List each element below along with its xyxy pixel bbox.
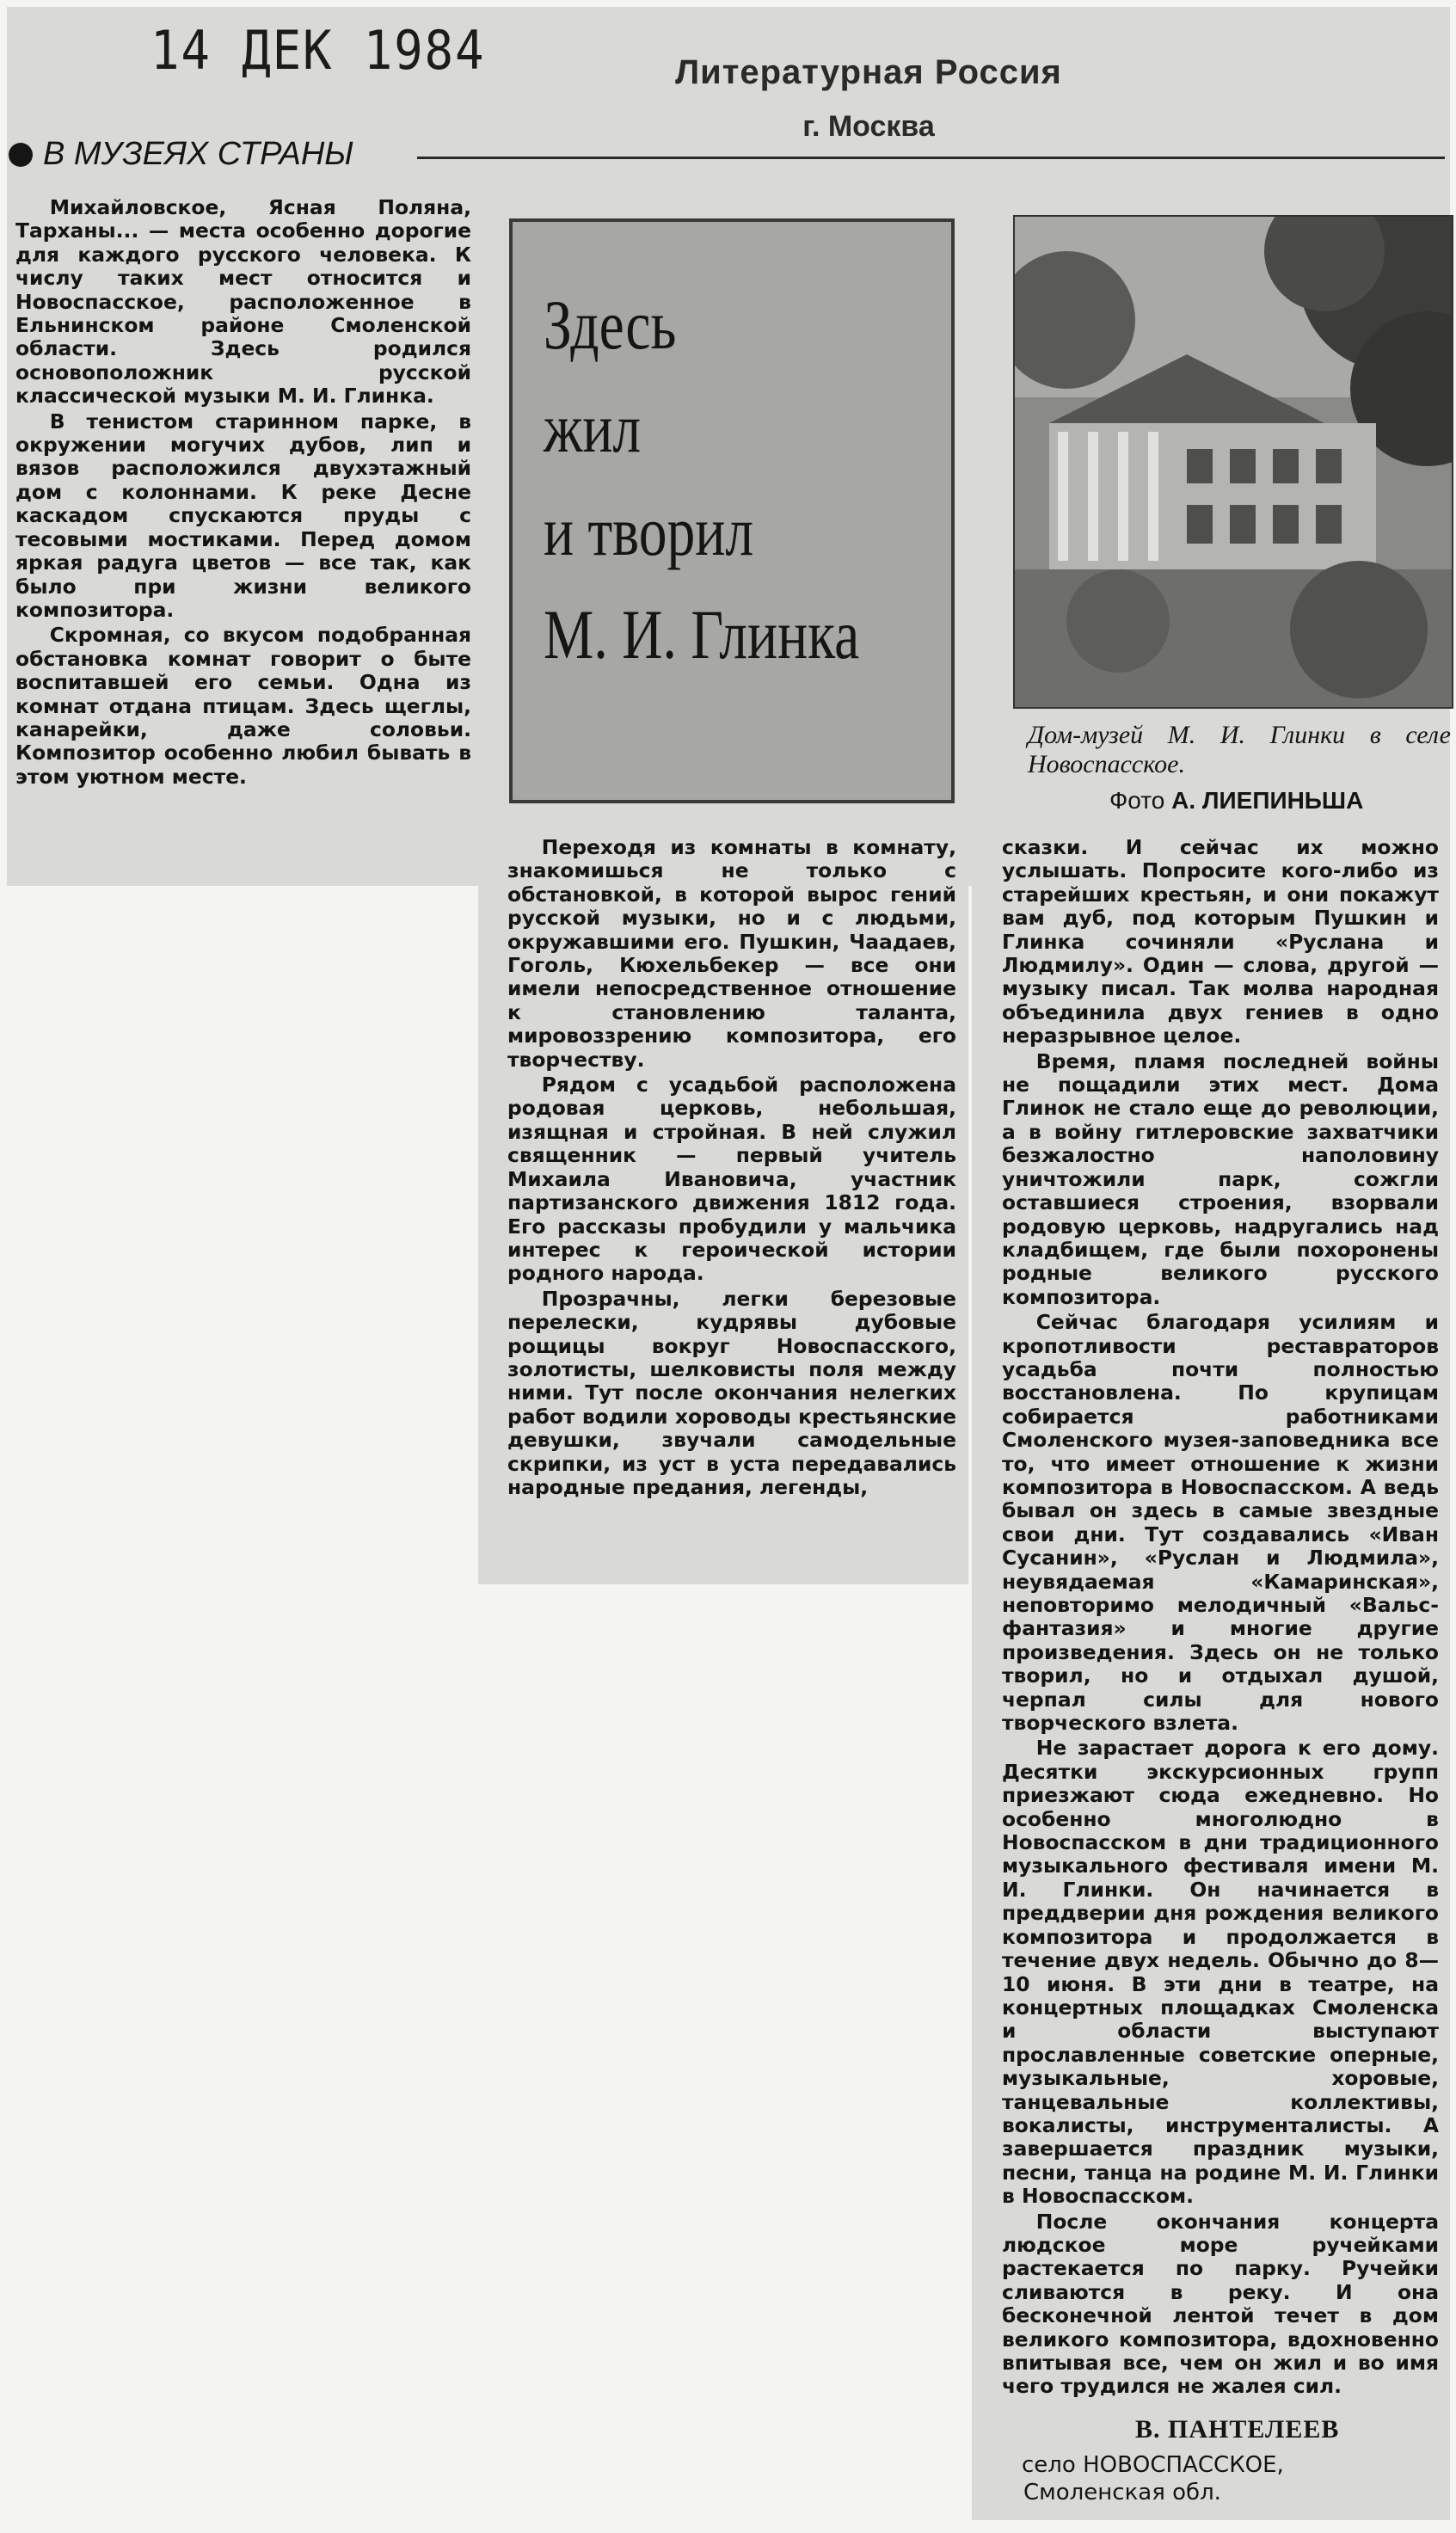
museum-house-photo bbox=[1013, 215, 1453, 709]
headline-line: жил bbox=[544, 389, 642, 467]
headline-box bbox=[509, 218, 955, 803]
paragraph: сказки. И сейчас их можно услышать. Попросите кого-либо из старейших крестьян, и они покажут вам дуб, под которым Пушкин и Глинка сочиняли «Руслана и Людмилу». Один — слова, другой — музыку писал. Так молва народная объединила двух гениев в одно неразрывное целое. bbox=[1002, 835, 1439, 1048]
paragraph: Не зарастает дорога к его дому. Десятки экскурсионных групп приезжают сюда ежедневно. Но особенно многолюдно в Новоспасском в дни традиционного музыкального фестиваля имени М. И. Глинки. Он начинается в преддверии дня рождения великого композитора и продолжается в течение двух недель. Обычно до 8—10 июня. В эти дни в театре, на концертных площадках Смоленска и области выступают прославленные советские оперные, музыкальные, хоровые, танцевальные коллективы, вокалисты, инструменталисты. А завершается праздник музыки, песни, танца на родине М. И. Глинки в Новоспасском. bbox=[1002, 1736, 1439, 2209]
headline-line: М. И. Глинка bbox=[544, 595, 860, 673]
article-column-1 bbox=[15, 196, 471, 790]
author-place bbox=[1022, 2451, 1434, 2506]
paragraph: Скромная, со вкусом подобранная обстановка комнат говорит о быте воспитавшей его семьи. Одна из комнат отдана птицам. Здесь щеглы, канарейки, даже соловьи. Композитор особенно любил бывать в этом уютном месте. bbox=[15, 623, 471, 789]
article-column-3 bbox=[1002, 836, 1439, 2401]
photo-credit bbox=[1109, 787, 1453, 815]
article-column-2 bbox=[507, 836, 956, 1501]
date-stamp: 14 ДЕК 1984 bbox=[151, 19, 486, 82]
headline-line: Здесь bbox=[544, 286, 677, 364]
author-name: В. ПАНТЕЛЕЕВ bbox=[1135, 2415, 1340, 2444]
paragraph: Михайловское, Ясная Поляна, Тарханы... — места особенно дорогие для каждого русского человека. К числу таких мест относится и Новоспасское, расположенное в Ельнинском районе Смоленской области. Здесь родился основоположник русской классической музыки М. И. Глинка. bbox=[15, 195, 471, 409]
paragraph: Сейчас благодаря усилиям и кропотливости реставраторов усадьба почти полностью восстановлена. По крупицам собирается работниками Смоленского музея-заповедника все то, что имеет отношение к жизни композитора в Новоспасском. А ведь бывал он здесь в самые звездные свои дни. Тут создавались «Иван Сусанин», «Руслан и Людмила», неувядаемая «Камаринская», неповторимо мелодичный «Вальс-фантазия» и многие другие произведения. Здесь он не только творил, но и отдыхал душой, черпал силы для нового творческого взлета. bbox=[1002, 1310, 1439, 1736]
rubric-heading: В МУЗЕЯХ СТРАНЫ bbox=[43, 136, 353, 172]
newspaper-stamp: Литературная Россия bbox=[675, 53, 1062, 91]
paragraph: Прозрачны, легки березовые перелески, кудрявы дубовые рощицы вокруг Новоспасского, золотисты, шелковисты поля между ними. Тут после окончания нелегких работ водили хороводы крестьянские девушки, звучали самодельные скрипки, из уст в уста передавались народные предания, легенды, bbox=[507, 1286, 956, 1499]
paragraph: Рядом с усадьбой расположена родовая церковь, небольшая, изящная и стройная. В ней служил священник — первый учитель Михаила Ивановича, участник партизанского движения 1812 года. Его рассказы пробудили у мальчика интерес к героической истории родного народа. bbox=[507, 1073, 956, 1286]
place-line: село НОВОСПАССКОЕ, bbox=[1022, 2452, 1284, 2478]
photo-credit-name: А. ЛИЕПИНЬША bbox=[1171, 787, 1364, 814]
house-photo-image bbox=[1015, 217, 1452, 707]
photo-caption: Дом-музей М. И. Глинки в селе Новоспасское. bbox=[1028, 721, 1451, 778]
paragraph: После окончания концерта людское море ручейками растекается по парку. Ручейки сливаются в реку. И она бесконечной лентой течет в дом великого композитора, вдохновенно впитывая все, чем он жил и во имя чего трудился не жалея сил. bbox=[1002, 2209, 1439, 2399]
headline-line: и творил bbox=[544, 492, 754, 570]
place-line: Смоленская обл. bbox=[1023, 2480, 1221, 2505]
paragraph: Переходя из комнаты в комнату, знакомишься не только с обстановкой, в которой вырос гений русской музыки, но и с людьми, окружавшими его. Пушкин, Чаадаев, Гоголь, Кюхельбекер — все они имели непосредственное отношение к становлению таланта, мировоззрению композитора, его творчеству. bbox=[507, 835, 956, 1072]
paragraph: Время, пламя последней войны не пощадили этих мест. Дома Глинок не стало еще до революции, а в войну гитлеровские захватчики безжалостно наполовину уничтожили парк, сожгли оставшиеся строения, взорвали родовую церковь, надругались над кладбищем, где были похоронены родные великого русского композитора. bbox=[1002, 1048, 1439, 1309]
rubric-rule bbox=[417, 157, 1445, 159]
paragraph: В тенистом старинном парке, в окружении могучих дубов, лип и вязов расположился двухэтажный дом с колоннами. К реке Десне каскадом спускаются пруды с тесовыми мостиками. Перед домом яркая радуга цветов — все так, как было при жизни великого композитора. bbox=[15, 409, 471, 622]
bleed-through-handwriting: ​ bbox=[47, 2013, 56, 2132]
rubric-bullet-icon bbox=[9, 143, 33, 167]
photo-credit-label: Фото bbox=[1109, 787, 1165, 814]
headline bbox=[544, 274, 867, 686]
city-stamp: г. Москва bbox=[802, 110, 935, 143]
